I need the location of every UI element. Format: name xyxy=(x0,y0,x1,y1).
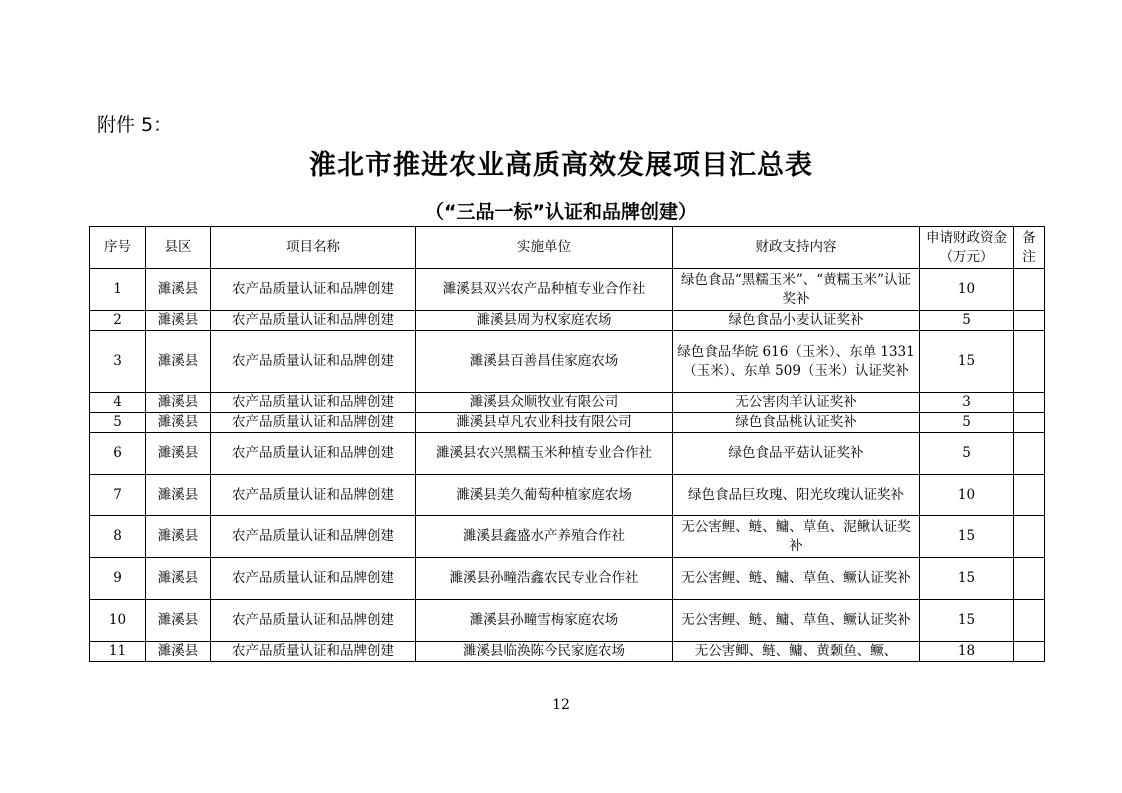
cell-county: 濉溪县 xyxy=(146,311,211,331)
cell-amount: 15 xyxy=(920,331,1014,393)
cell-note xyxy=(1014,331,1045,393)
cell-project: 农产品质量认证和品牌创建 xyxy=(211,413,416,433)
project-summary-table xyxy=(89,226,1045,662)
cell-serial: 1 xyxy=(90,269,146,311)
cell-note xyxy=(1014,475,1045,516)
cell-project: 农产品质量认证和品牌创建 xyxy=(211,516,416,558)
cell-county: 濉溪县 xyxy=(146,413,211,433)
cell-county: 濉溪县 xyxy=(146,600,211,642)
cell-unit: 濉溪县卓凡农业科技有限公司 xyxy=(416,413,673,433)
cell-note xyxy=(1014,413,1045,433)
cell-project: 农产品质量认证和品牌创建 xyxy=(211,311,416,331)
cell-project: 农产品质量认证和品牌创建 xyxy=(211,600,416,642)
table-row xyxy=(90,516,1045,558)
cell-project: 农产品质量认证和品牌创建 xyxy=(211,433,416,475)
header-county: 县区 xyxy=(146,227,211,269)
cell-county: 濉溪县 xyxy=(146,433,211,475)
cell-content: 绿色食品巨玫瑰、阳光玫瑰认证奖补 xyxy=(673,475,920,516)
attachment-label: 附件 5： xyxy=(97,114,173,136)
table-row xyxy=(90,558,1045,600)
cell-unit: 濉溪县双兴农产品种植专业合作社 xyxy=(416,269,673,311)
cell-serial: 4 xyxy=(90,393,146,413)
cell-note xyxy=(1014,516,1045,558)
cell-content: 无公害鲤、鲢、鳙、草鱼、鳜认证奖补 xyxy=(673,600,920,642)
cell-project: 农产品质量认证和品牌创建 xyxy=(211,393,416,413)
cell-amount: 5 xyxy=(920,413,1014,433)
cell-unit: 濉溪县美久葡萄种植家庭农场 xyxy=(416,475,673,516)
cell-unit: 濉溪县周为权家庭农场 xyxy=(416,311,673,331)
table-row xyxy=(90,413,1045,433)
cell-county: 濉溪县 xyxy=(146,558,211,600)
cell-amount: 10 xyxy=(920,269,1014,311)
cell-note xyxy=(1014,642,1045,662)
cell-serial: 9 xyxy=(90,558,146,600)
cell-serial: 8 xyxy=(90,516,146,558)
cell-content: 绿色食品平菇认证奖补 xyxy=(673,433,920,475)
cell-unit: 濉溪县临涣陈今民家庭农场 xyxy=(416,642,673,662)
cell-content: 绿色食品“黑糯玉米”、“黄糯玉米”认证奖补 xyxy=(673,269,920,311)
cell-note xyxy=(1014,600,1045,642)
table-row xyxy=(90,475,1045,516)
cell-unit: 濉溪县孙疃雪梅家庭农场 xyxy=(416,600,673,642)
cell-unit: 濉溪县百善昌佳家庭农场 xyxy=(416,331,673,393)
cell-county: 濉溪县 xyxy=(146,642,211,662)
cell-note xyxy=(1014,433,1045,475)
cell-amount: 15 xyxy=(920,558,1014,600)
cell-amount: 10 xyxy=(920,475,1014,516)
cell-serial: 7 xyxy=(90,475,146,516)
document-title: 淮北市推进农业高质高效发展项目汇总表 xyxy=(309,150,813,181)
cell-unit: 濉溪县农兴黑糯玉米种植专业合作社 xyxy=(416,433,673,475)
cell-content: 无公害鲫、鲢、鳙、黄颡鱼、鳜、 xyxy=(673,642,920,662)
table-row xyxy=(90,642,1045,662)
cell-content: 绿色食品小麦认证奖补 xyxy=(673,311,920,331)
cell-content: 无公害鲤、鲢、鳙、草鱼、泥鳅认证奖补 xyxy=(673,516,920,558)
cell-unit: 濉溪县孙疃浩鑫农民专业合作社 xyxy=(416,558,673,600)
cell-project: 农产品质量认证和品牌创建 xyxy=(211,331,416,393)
header-unit: 实施单位 xyxy=(416,227,673,269)
cell-note xyxy=(1014,393,1045,413)
header-note: 备注 xyxy=(1014,227,1045,269)
header-content: 财政支持内容 xyxy=(673,227,920,269)
cell-serial: 3 xyxy=(90,331,146,393)
header-serial: 序号 xyxy=(90,227,146,269)
page-number: 12 xyxy=(552,697,570,713)
cell-serial: 2 xyxy=(90,311,146,331)
cell-county: 濉溪县 xyxy=(146,269,211,311)
table-row xyxy=(90,311,1045,331)
cell-county: 濉溪县 xyxy=(146,393,211,413)
cell-content: 绿色食品华皖 616（玉米）、东单 1331（玉米）、东单 509（玉米）认证奖补 xyxy=(673,331,920,393)
cell-project: 农产品质量认证和品牌创建 xyxy=(211,558,416,600)
table-row xyxy=(90,600,1045,642)
cell-county: 濉溪县 xyxy=(146,331,211,393)
cell-amount: 15 xyxy=(920,600,1014,642)
header-amount: 申请财政资金（万元） xyxy=(920,227,1014,269)
cell-note xyxy=(1014,558,1045,600)
table-row xyxy=(90,269,1045,311)
cell-serial: 6 xyxy=(90,433,146,475)
cell-project: 农产品质量认证和品牌创建 xyxy=(211,475,416,516)
cell-amount: 5 xyxy=(920,311,1014,331)
cell-project: 农产品质量认证和品牌创建 xyxy=(211,269,416,311)
cell-content: 无公害鲤、鲢、鳙、草鱼、鳜认证奖补 xyxy=(673,558,920,600)
table-row xyxy=(90,393,1045,413)
cell-county: 濉溪县 xyxy=(146,516,211,558)
cell-county: 濉溪县 xyxy=(146,475,211,516)
cell-content: 绿色食品桃认证奖补 xyxy=(673,413,920,433)
table-row xyxy=(90,433,1045,475)
cell-amount: 15 xyxy=(920,516,1014,558)
cell-content: 无公害肉羊认证奖补 xyxy=(673,393,920,413)
cell-amount: 5 xyxy=(920,433,1014,475)
cell-serial: 11 xyxy=(90,642,146,662)
cell-project: 农产品质量认证和品牌创建 xyxy=(211,642,416,662)
cell-unit: 濉溪县鑫盛水产养殖合作社 xyxy=(416,516,673,558)
cell-amount: 18 xyxy=(920,642,1014,662)
cell-serial: 5 xyxy=(90,413,146,433)
table-header-row xyxy=(90,227,1045,269)
document-subtitle: （“三品一标”认证和品牌创建） xyxy=(425,201,697,223)
table-row xyxy=(90,331,1045,393)
cell-unit: 濉溪县众顺牧业有限公司 xyxy=(416,393,673,413)
cell-amount: 3 xyxy=(920,393,1014,413)
cell-note xyxy=(1014,269,1045,311)
cell-serial: 10 xyxy=(90,600,146,642)
header-project: 项目名称 xyxy=(211,227,416,269)
cell-note xyxy=(1014,311,1045,331)
